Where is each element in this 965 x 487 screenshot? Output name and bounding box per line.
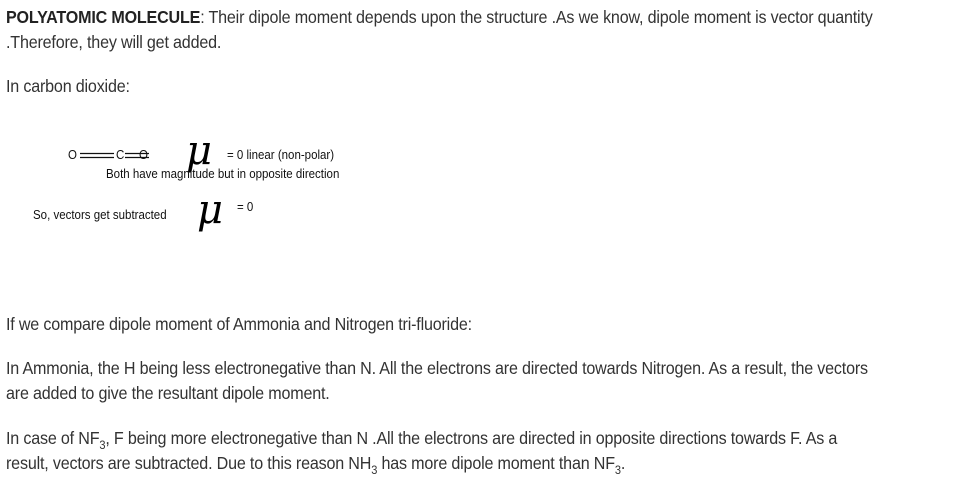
intro-heading: POLYATOMIC MOLECULE: [6, 7, 201, 27]
atom-c: C: [116, 148, 125, 162]
intro-paragraph: [6, 5, 880, 55]
nf3-text-4: .: [620, 453, 626, 473]
mu-symbol-2-icon: μ: [197, 187, 223, 233]
mu-result-label: = 0 linear (non-polar): [227, 148, 335, 162]
co2-title: In carbon dioxide:: [6, 76, 130, 96]
nf3-text-3: has more dipole moment than NF: [377, 453, 615, 473]
nf3-text-2: , F being more electronegative than N .All the electrons are directed in opposite directions towards F. As a result, vectors are subtracted. Due to this reason NH: [6, 428, 838, 473]
mu-result-2-label: = 0: [237, 200, 254, 214]
subtract-note: So, vectors get subtracted: [33, 208, 167, 222]
nf3-subscript-1: 3: [99, 438, 106, 452]
compare-paragraph: If we compare dipole moment of Ammonia and Nitrogen tri-fluoride:: [6, 314, 472, 334]
nh3-subscript: 3: [371, 463, 378, 477]
double-bond-left: [80, 151, 114, 161]
magnitude-note: Both have magnitude but in opposite direction: [106, 167, 340, 181]
atom-o-right: O: [139, 148, 148, 162]
nf3-text-1: In case of NF: [6, 428, 100, 448]
intro-text: : Their dipole moment depends upon the structure .As we know, dipole moment is vector quantity .Therefore, they will get added.: [6, 7, 873, 52]
ammonia-paragraph: In Ammonia, the H being less electronegative than N. All the electrons are directed towards Nitrogen. As a result, the vectors are added to give the resultant dipole moment.: [6, 358, 868, 403]
nf3-paragraph: [6, 426, 880, 476]
mu-symbol-icon: μ: [186, 128, 212, 174]
atom-o-left: O: [68, 148, 77, 162]
nf3-subscript-2: 3: [614, 463, 621, 477]
